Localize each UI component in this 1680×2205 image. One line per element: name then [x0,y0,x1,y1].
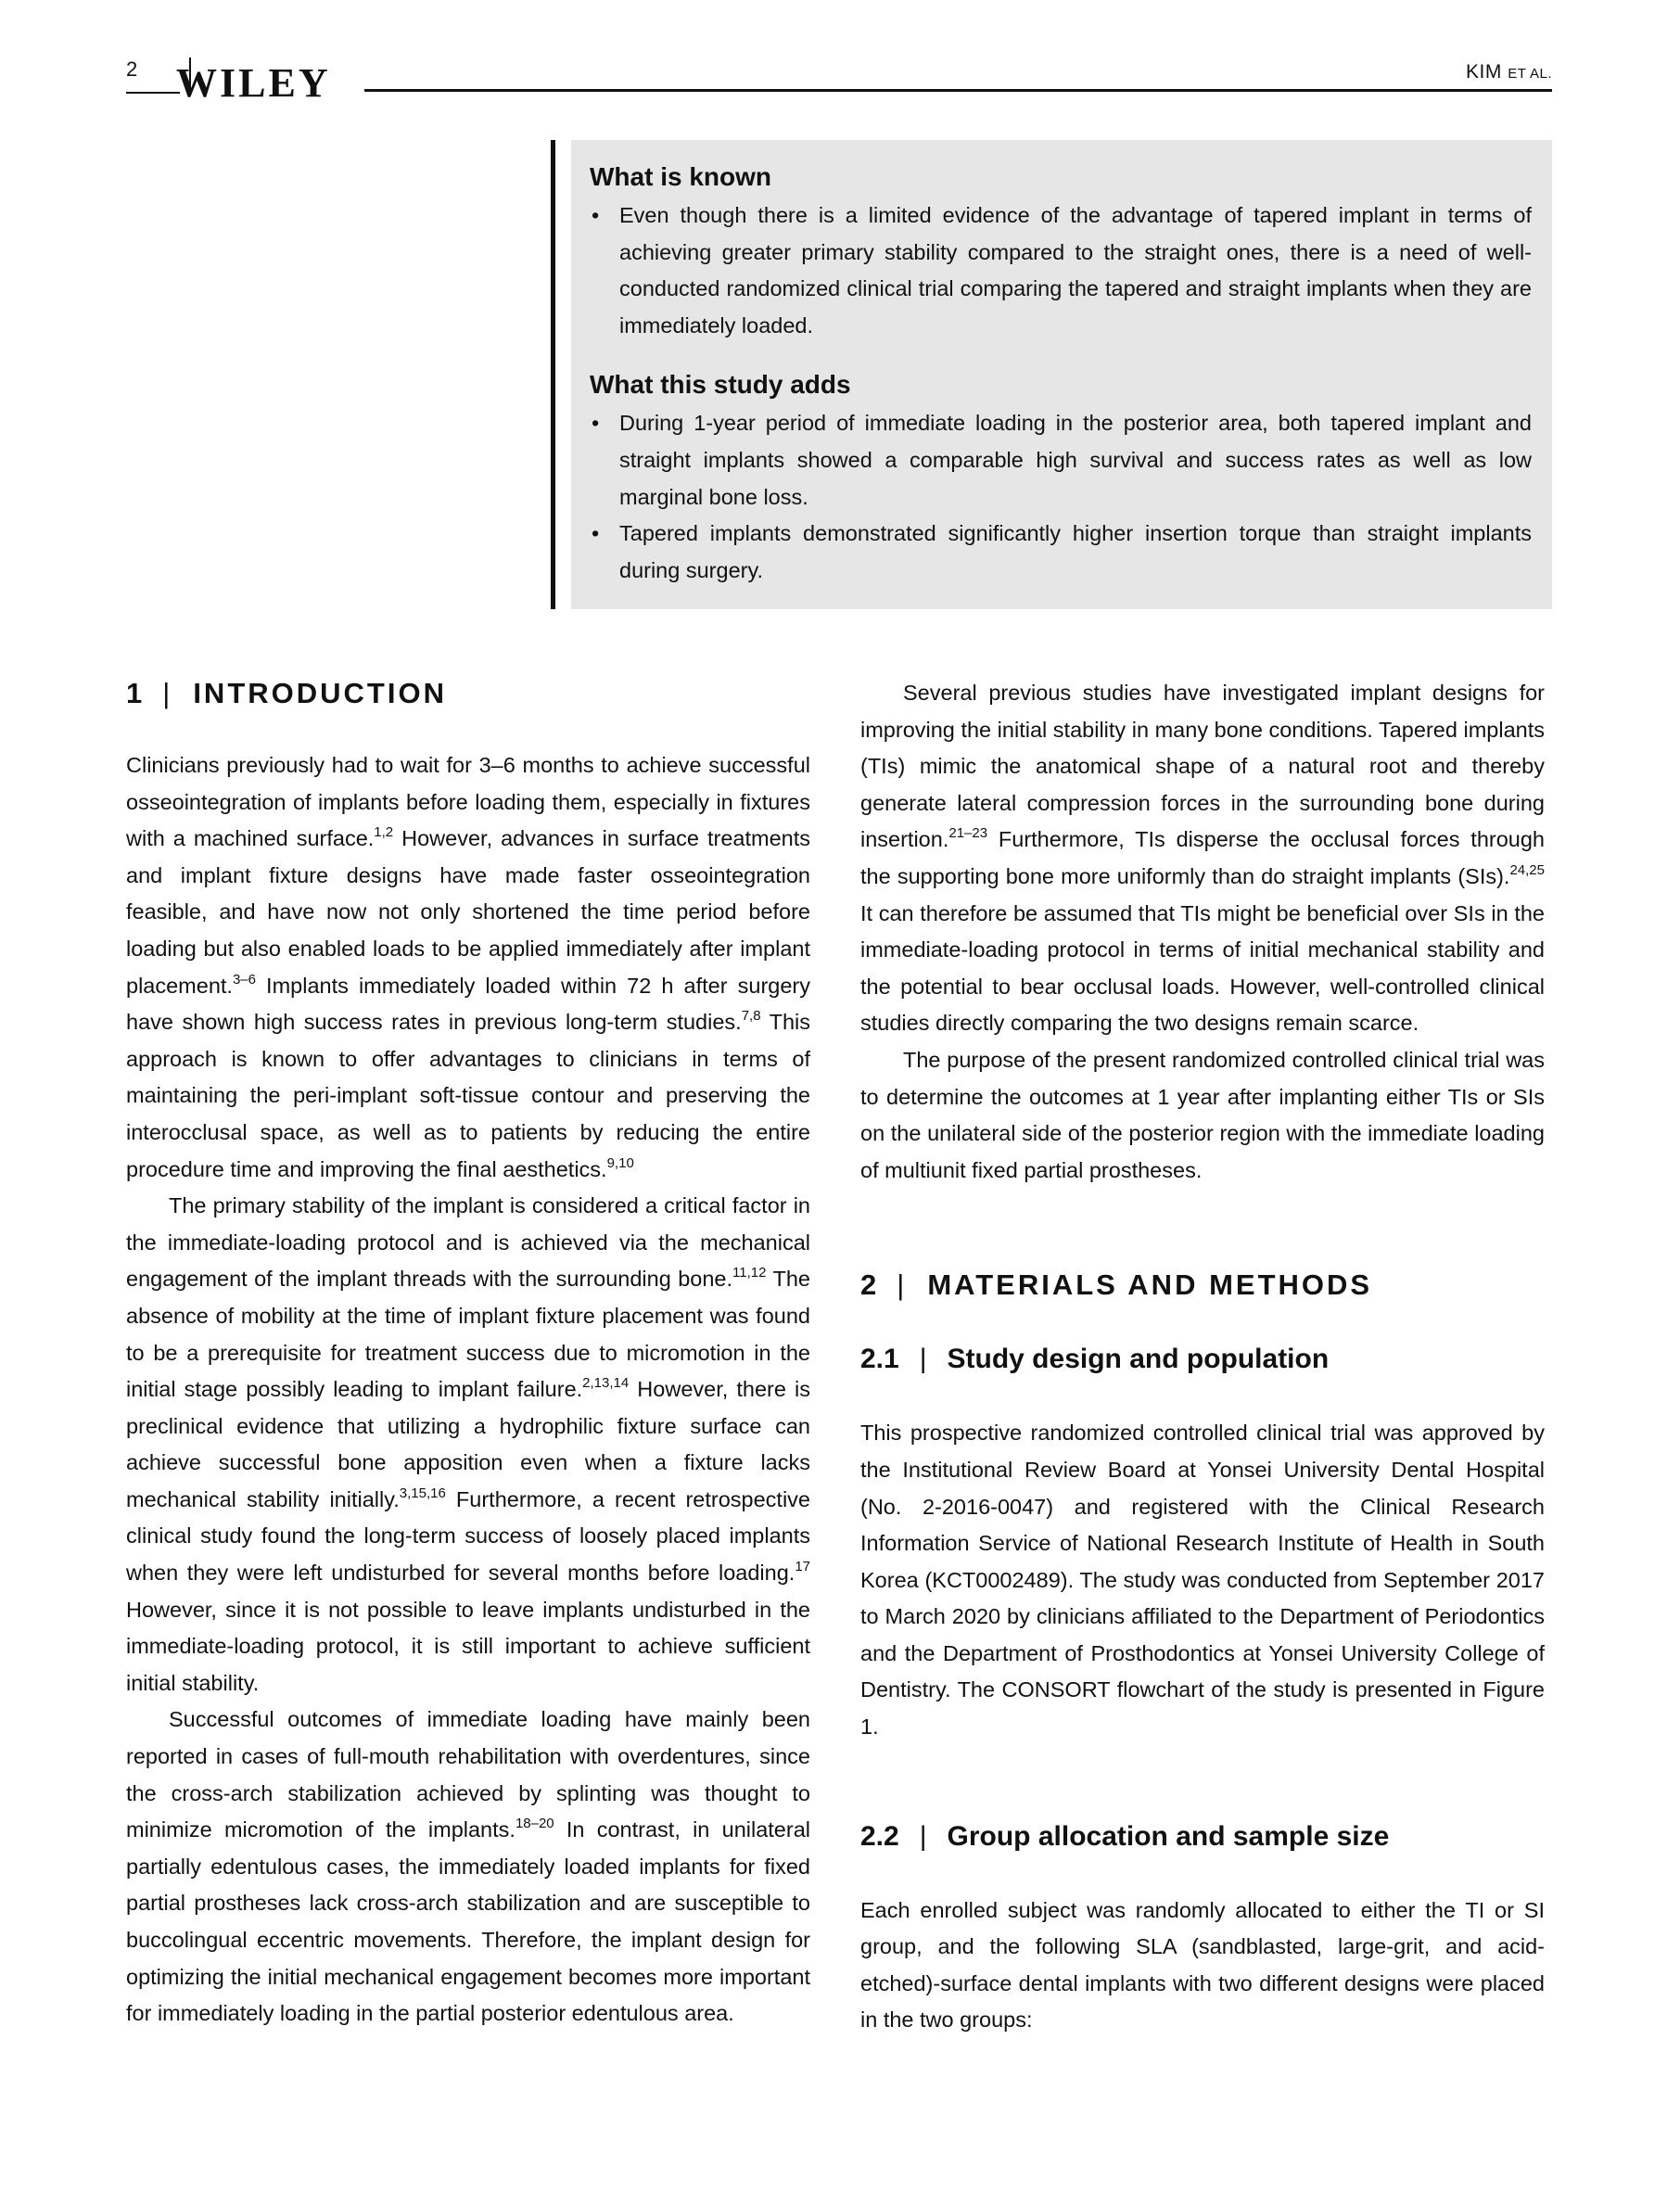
citation: 21–23 [948,825,988,842]
running-head-author: KIM [1466,61,1502,83]
bullet-icon: • [592,203,600,227]
citation: 9,10 [606,1154,634,1171]
subsection-heading-group-allocation: 2.2 | Group allocation and sample size [860,1820,1390,1852]
citation: 3–6 [232,971,256,988]
left-column [126,675,810,2033]
running-head [1466,61,1552,83]
what-this-study-adds-title: What this study adds [590,370,851,400]
citation: 1,2 [374,824,394,841]
citation: 18–20 [515,1816,554,1832]
group-allocation-paragraph: Each enrolled subject was randomly allocated to either the TI or SI group, and the following SLA (sandblasted, large-grit, and acid-etched)-surface dental implants with two different designs were placed in the two groups: [860,1897,1545,2033]
publisher-logo: WILEY [176,60,331,106]
intro-paragraph-1: Clinicians previously had to wait for 3–6 months to achieve successful osseointegration of implants before loading them, especially in fixtures with a machined surface.$^{1,2}$ However, advances in surface treatments and implant fixture designs have made faster osseointegration feasible, and have now not only shortened the time period before loading but also enabled loads to be applied immediately after implant placement.$^{3-6}$ Implants immediately loaded within 72 h after surgery have shown high success rates in previous long-term studies.$^{7,8}$ This approach is known to offer advantages to clinicians in terms of maintaining the peri-implant soft-tissue contour and preserving the interocclusal space, as well as to patients by reducing the entire procedure time and improving the final aesthetics.$^{9,10}$ [126,753,811,1181]
summary-box [571,140,1552,609]
list-item: • During 1-year period of immediate loading in the posterior area, both tapered implant and straight implants showed a comparable high survival and success rates as well as low marginal bone loss. [590,405,1532,516]
intro-paragraph-2: The primary stability of the implant is considered a critical factor in the immediate-loading protocol and is achieved via the mechanical engagement of the implant threads with the surrounding bone.$^{11,12}$ The absence of mobility at the time of implant fixture placement was found to be a prerequisite for treatment success due to micromotion in the initial stage possibly leading to implant failure.$^{2,13,14}$ However, there is preclinical evidence that utilizing a hydrophilic fixture surface can achieve successful bone apposition even when a fixture lacks mechanical stability initially.$^{3,15,16}$ Furthermore, a recent retrospective clinical study found the long-term success of loosely placed implants when they were left undisturbed for several months before loading.$^{17}$ However, since it is not possible to leave implants undisturbed in the immediate-loading protocol, it is still important to achieve sufficient initial stability. [126,1193,810,1695]
list-item: • Tapered implants demonstrated significantly higher insertion torque than straight implants during surgery. [590,516,1532,589]
citation: 11,12 [732,1265,767,1281]
page-number: 2 [126,57,138,81]
study-design-paragraph: This prospective randomized controlled clinical trial was approved by the Institutional Review Board at Yonsei University Dental Hospital (No. 2-2016-0047) and registered with the Clinical Research Information Service of National Research Institute of Health in South Korea (KCT0002489). The study was conducted from September 2017 to March 2020 by clinicians affiliated to the Department of Periodontics and the Department of Prosthodontics at Yonsei University College of Dentistry. The CONSORT flowchart of the study is presented in Figure 1. [860,1421,1545,1740]
citation: 24,25 [1509,861,1545,878]
citation: 2,13,14 [582,1375,630,1392]
header-rule [364,89,1552,92]
list-item: • Even though there is a limited evidence of the advantage of tapered implant in terms of achieving greater primary stability compared to the straight ones, there is a need of well-conducted randomized clinical trial comparing the tapered and straight implants when they are immediately loaded. [590,198,1532,344]
intro-paragraph-4: Several previous studies have investigated implant designs for improving the initial stability in many bone conditions. Tapered implants (TIs) mimic the anatomical shape of a natural root and thereby generate lateral compression forces in the surrounding bone during insertion.$^{21-23}$ Furthermore, TIs disperse the occlusal forces through the supporting bone more uniformly than do straight implants (SIs).$^{24,25}$ It can therefore be assumed that TIs might be beneficial over SIs in the immediate-loading protocol in terms of initial mechanical stability and the potential to bear occlusal loads. However, well-controlled clinical studies directly comparing the two designs remain scarce. [860,681,1545,1036]
citation: 7,8 [741,1008,761,1025]
what-is-known-list [590,198,1532,344]
citation: 3,15,16 [399,1485,446,1501]
bullet-icon: • [592,521,600,546]
citation: 17 [795,1559,810,1575]
summary-box-bar [551,140,555,609]
bullet-icon: • [592,411,600,436]
intro-paragraph-5: The purpose of the present randomized controlled clinical trial was to determine the outcomes at 1 year after implanting either TIs or SIs on the unilateral side of the posterior region with the immediate loading of multiunit fixed partial prostheses. [860,1047,1545,1182]
header-rule-left [126,92,180,94]
section-heading-materials-methods: 2 | MATERIALS AND METHODS [860,1268,1373,1302]
intro-paragraph-3: Successful outcomes of immediate loading have mainly been reported in cases of full-mouth rehabilitation with overdentures, since the cross-arch stabilization achieved by splinting was thought to minimize micromotion of the implants.$^{18-20}$ In contrast, in unilateral partially edentulous cases, the immediately loaded implants for fixed partial prostheses lack cross-arch stabilization and are susceptible to buccolingual eccentric movements. Therefore, the implant design for optimizing the initial mechanical engagement becomes more important for immediately loading in the partial posterior edentulous area. [126,1707,810,2026]
subsection-heading-study-design: 2.1 | Study design and population [860,1344,1330,1375]
what-is-known-title: What is known [590,162,771,191]
what-this-study-adds-list [590,405,1532,589]
right-column [860,675,1545,2039]
running-head-etal: ET AL. [1508,66,1552,82]
section-heading-introduction: 1 | INTRODUCTION [126,677,447,709]
